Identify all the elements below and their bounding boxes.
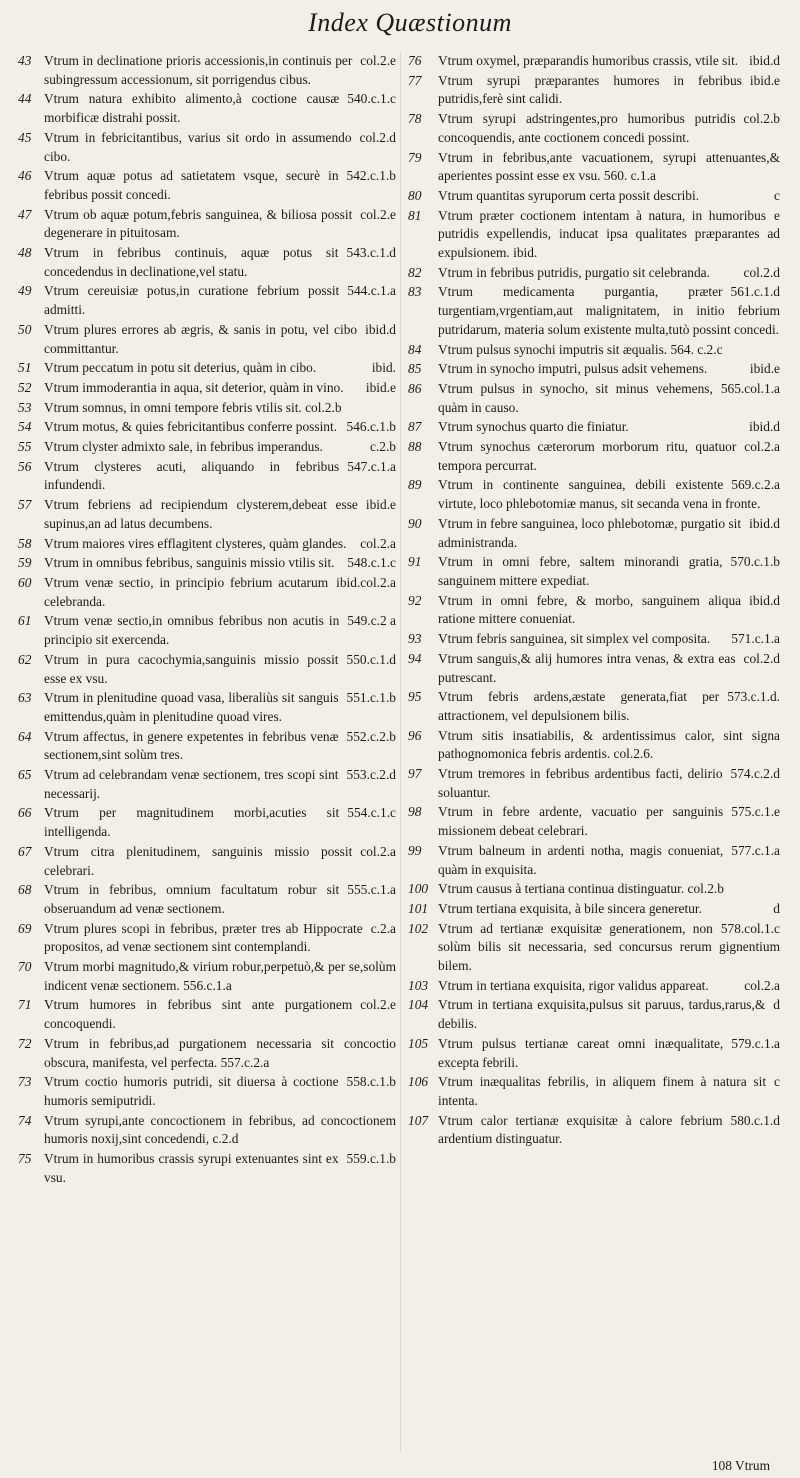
entry-number: 46 <box>18 168 32 184</box>
entry-text: Vtrum febris ardens,æstate generata,fiat per attractionem, vel depulsionem bilis. <box>438 689 720 723</box>
entry-number: 82 <box>408 264 422 280</box>
entry-reference: 561.c.1.d <box>730 284 780 300</box>
entry-text: Vtrum præter coctionem intentam à natura, in humoribus putridis expellendis, inducat ipsa qualitates præparantes ad expulsionem. ibid. <box>438 207 780 261</box>
entry-text: Vtrum in febribus continuis, aquæ potus sit concedendus in declinatione,vel statu. <box>44 245 339 279</box>
index-entry <box>18 167 396 204</box>
entry-reference: d <box>773 900 780 916</box>
entry-number: 75 <box>18 1151 32 1167</box>
index-entry <box>18 379 396 398</box>
index-entry <box>18 804 396 841</box>
entry-reference: ibid.d <box>749 592 780 608</box>
entry-number: 69 <box>18 920 32 936</box>
entry-text: Vtrum balneum in ardenti notha, magis conueniat, quàm in exquisita. <box>438 842 724 877</box>
index-entry <box>408 688 780 725</box>
entry-text: Vtrum inæqualitas febrilis, in aliquem finem à natura sit intenta. <box>438 1074 767 1108</box>
entry-text: Vtrum medicamenta purgantia, præter turgentiam,vrgentiam,aut malignitatem, in initio febrium putridarum, materia solum existente multa,tutò possint concedi. <box>438 284 780 337</box>
entry-text: Vtrum in febribus, omnium facultatum robur sit obseruandum ad venæ sectionem. <box>44 882 340 916</box>
entry-text: Vtrum tertiana exquisita, à bile sincera generetur. <box>438 900 702 916</box>
entry-number: 87 <box>408 419 422 435</box>
index-entry <box>408 418 780 437</box>
entry-text: Vtrum sitis insatiabilis, & ardentissimus calor, sint signa pathognomonica febris ardentis. col.2.6. <box>438 727 780 762</box>
entry-reference: c <box>774 187 780 203</box>
entry-text: Vtrum in febricitantibus, varius sit ordo in assumendo cibo. <box>44 129 352 164</box>
index-entry <box>18 996 396 1033</box>
index-entry <box>408 283 780 339</box>
index-entry <box>408 650 780 687</box>
index-entry <box>408 1073 780 1110</box>
index-entry <box>18 282 396 319</box>
entry-number: 94 <box>408 650 422 666</box>
entry-number: 80 <box>408 187 422 203</box>
entry-number: 55 <box>18 439 32 455</box>
entry-number: 96 <box>408 727 422 743</box>
entry-text: Vtrum pulsus in synocho, sit minus vehemens, quàm in causo. <box>438 380 713 415</box>
index-entry <box>408 842 780 879</box>
index-entry <box>408 515 780 552</box>
entry-reference: 553.c.2.d <box>346 767 396 783</box>
entry-number: 66 <box>18 805 32 821</box>
entry-text: Vtrum in humoribus crassis syrupi extenuantes sint ex vsu. <box>44 1151 339 1185</box>
entry-number: 54 <box>18 419 32 435</box>
entry-text: Vtrum maiores vires efflagitent clysteres, quàm glandes. <box>44 535 347 551</box>
entry-reference: 549.c.2 a <box>347 613 396 629</box>
entry-reference: c.2.a <box>370 920 396 936</box>
entry-reference: ibid. <box>371 360 396 376</box>
index-entry <box>408 360 780 379</box>
entry-text: Vtrum in declinatione prioris accessionis,in continuis per subingressum accessionum, sit porrigendus cibus. <box>44 53 353 87</box>
entry-text: Vtrum in febre ardente, vacuatio per sanguinis missionem debeat celebrari. <box>438 804 724 839</box>
entry-number: 51 <box>18 360 32 376</box>
entry-reference: 570.c.1.b <box>730 554 780 570</box>
entry-reference: 554.c.1.c <box>347 805 396 821</box>
entry-text: Vtrum plures scopi in febribus, præter tres ab Hippocrate propositos, ad venæ sectionem sint contemplandi. <box>44 920 363 955</box>
entry-text: Vtrum oxymel, præparandis humoribus crassis, vtile sit. <box>438 53 739 68</box>
index-entry <box>408 476 780 513</box>
index-entry <box>408 72 780 109</box>
entry-text: Vtrum causus à tertiana continua distinguatur. col.2.b <box>438 881 724 897</box>
entry-number: 91 <box>408 554 422 570</box>
entry-number: 64 <box>18 728 32 744</box>
entry-number: 67 <box>18 843 32 859</box>
entry-text: Vtrum in tertiana exquisita, rigor validus appareat. <box>438 977 709 993</box>
entry-number: 81 <box>408 207 422 223</box>
entry-text: Vtrum motus, & quies febricitantibus conferre possint. <box>44 419 338 435</box>
entry-number: 56 <box>18 458 32 474</box>
entry-number: 71 <box>18 997 32 1013</box>
entry-reference: 552.c.2.b <box>346 728 396 744</box>
entry-text: Vtrum tremores in febribus ardentibus facti, delirio soluantur. <box>438 766 723 800</box>
entry-number: 59 <box>18 555 32 571</box>
index-entry <box>408 996 780 1033</box>
entry-reference: col.2.a <box>360 843 396 859</box>
entry-number: 85 <box>408 361 422 377</box>
entry-reference: col.2.e <box>360 53 396 68</box>
entry-reference: col.2.e <box>360 206 396 222</box>
entry-number: 52 <box>18 379 32 395</box>
entry-number: 103 <box>408 977 429 993</box>
page-header <box>0 2 800 44</box>
entry-text: Vtrum synochus quarto die finiatur. <box>438 419 629 435</box>
index-entry <box>408 1035 780 1072</box>
entry-number: 88 <box>408 439 422 455</box>
page-title: Index Quæstionum <box>308 8 512 37</box>
entry-reference: e <box>774 207 780 223</box>
entry-reference: 573.c.1.d. <box>727 689 780 705</box>
index-entry <box>18 728 396 765</box>
entry-number: 43 <box>18 53 32 68</box>
index-entry <box>18 843 396 880</box>
entry-number: 106 <box>408 1074 429 1090</box>
entry-reference: 571.c.1.a <box>731 631 780 647</box>
index-entry <box>18 438 396 457</box>
entry-reference: 569.c.2.a <box>731 477 780 493</box>
entry-number: 77 <box>408 72 422 88</box>
entry-text: Vtrum synochus cæterorum morborum ritu, quatuor tempora percurrat. <box>438 439 737 473</box>
entry-reference: col.2.d <box>743 264 780 280</box>
index-entry <box>408 380 780 417</box>
entry-text: Vtrum clyster admixto sale, in febribus imperandus. <box>44 439 323 455</box>
index-entry <box>408 1112 780 1149</box>
entry-reference: 551.c.1.b <box>346 690 396 706</box>
entry-text: Vtrum somnus, in omni tempore febris vtilis sit. col.2.b <box>44 399 342 415</box>
entry-reference: 547.c.1.a <box>347 458 396 474</box>
index-entry <box>18 554 396 573</box>
entry-text: Vtrum peccatum in potu sit deterius, quàm in cibo. <box>44 360 317 376</box>
entry-text: Vtrum morbi magnitudo,& virium robur,perpetuò,& per se,solùm indicent venæ sectionem. 556.c.1.a <box>44 959 396 993</box>
entry-number: 70 <box>18 959 32 975</box>
entry-number: 92 <box>408 592 422 608</box>
entry-reference: 543.c.1.d <box>346 245 396 261</box>
entry-reference: 559.c.1.b <box>346 1151 396 1167</box>
entry-number: 100 <box>408 881 429 897</box>
index-entry <box>408 727 780 764</box>
entry-text: Vtrum syrupi,ante concoctionem in febribus, ad concoctionem humoris noxij,sint concedendi, c.2.d <box>44 1112 396 1147</box>
entry-reference: 555.c.1.a <box>347 882 396 898</box>
entry-number: 107 <box>408 1112 429 1128</box>
index-entry <box>18 90 396 127</box>
entry-text: Vtrum citra plenitudinem, sanguinis missio possit celebrari. <box>44 843 353 878</box>
entry-text: Vtrum cereuisiæ potus,in curatione febrium possit admitti. <box>44 283 340 318</box>
entry-text: Vtrum per magnitudinem morbi,acuties sit intelligenda. <box>44 805 340 840</box>
index-entry <box>18 1112 396 1149</box>
entry-reference: 542.c.1.b <box>346 168 396 184</box>
entry-reference: ibid.e <box>365 379 396 395</box>
entry-reference: c.2.b <box>369 439 396 455</box>
entry-text: Vtrum natura exhibito alimento,à coctione causæ morbificæ distrahi possit. <box>44 91 340 126</box>
index-entry <box>408 187 780 206</box>
index-entry <box>408 592 780 629</box>
entry-reference: ibid.e <box>749 72 780 88</box>
left-column <box>18 52 396 1448</box>
entry-text: Vtrum febris sanguinea, sit simplex vel composita. <box>438 631 711 647</box>
entry-text: Vtrum syrupi præparantes humores in febribus putridis,ferè sint calidi. <box>438 72 742 107</box>
index-entry <box>18 206 396 243</box>
index-entry <box>408 438 780 475</box>
entry-reference: ibid.d <box>749 515 780 531</box>
entry-number: 93 <box>408 631 422 647</box>
index-entry <box>408 553 780 590</box>
entry-text: Vtrum in omnibus febribus, sanguinis missio vtilis sit. <box>44 555 335 571</box>
entry-number: 47 <box>18 206 32 222</box>
entry-reference: col.2.e <box>360 997 396 1013</box>
entry-reference: 580.c.1.d <box>730 1112 780 1128</box>
entry-reference: col.2.b <box>743 111 780 127</box>
entry-text: Vtrum in pura cacochymia,sanguinis missio possit esse ex vsu. <box>44 651 339 686</box>
entry-text: Vtrum in omni febre, & morbo, sanguinem aliqua ratione mittere conueniat. <box>438 592 742 627</box>
entry-number: 45 <box>18 129 32 145</box>
entry-number: 97 <box>408 766 422 782</box>
entry-number: 63 <box>18 690 32 706</box>
entry-number: 84 <box>408 341 422 357</box>
entry-text: Vtrum in febribus,ante vacuationem, syrupi attenuantes,& aperientes possint esse ex vsu. 560. c.1.a <box>438 149 780 184</box>
entry-reference: 546.c.1.b <box>346 419 396 435</box>
entry-text: Vtrum aquæ potus ad satietatem vsque, securè in febribus possit concedi. <box>44 168 339 202</box>
index-entry <box>18 574 396 611</box>
entry-reference: ibid.d <box>365 321 396 337</box>
entry-reference: 577.c.1.a <box>731 842 780 858</box>
entry-number: 98 <box>408 804 422 820</box>
entry-text: Vtrum clysteres acuti, aliquando in febribus infundendi. <box>44 458 340 493</box>
entry-number: 95 <box>408 689 422 705</box>
index-entry <box>408 52 780 71</box>
entry-text: Vtrum venæ sectio, in principio febrium acutarum celebranda. <box>44 574 329 609</box>
index-entry <box>408 920 780 976</box>
index-entry <box>408 264 780 283</box>
index-entry <box>408 110 780 147</box>
entry-number: 101 <box>408 900 429 916</box>
index-entry <box>408 803 780 840</box>
entry-text: Vtrum in omni febre, saltem minorandi gratia, sanguinem mittere expediat. <box>438 554 723 588</box>
index-entry <box>18 496 396 533</box>
index-entry <box>18 689 396 726</box>
entry-number: 65 <box>18 767 32 783</box>
index-entry <box>18 612 396 649</box>
entry-number: 48 <box>18 245 32 261</box>
entry-reference: 540.c.1.c <box>347 91 396 107</box>
entry-text: Vtrum plures errores ab ægris, & sanis in potu, vel cibo committantur. <box>44 321 358 356</box>
entry-text: Vtrum coctio humoris putridi, sit diuersa à coctione humoris semiputridi. <box>44 1074 339 1108</box>
index-entry <box>408 880 780 899</box>
entry-text: Vtrum sanguis,& alij humores intra venas, & extra eas putrescant. <box>438 650 736 685</box>
entry-number: 105 <box>408 1035 429 1051</box>
index-entry <box>408 149 780 186</box>
entry-reference: d <box>773 997 780 1013</box>
entry-number: 76 <box>408 53 422 68</box>
entry-number: 104 <box>408 997 429 1013</box>
entry-text: Vtrum humores in febribus sint ante purgationem concoquendi. <box>44 997 353 1032</box>
index-entry <box>408 630 780 649</box>
entry-number: 79 <box>408 149 422 165</box>
entry-number: 53 <box>18 399 32 415</box>
entry-number: 86 <box>408 380 422 396</box>
entry-reference: 558.c.1.b <box>346 1074 396 1090</box>
index-entry <box>408 765 780 802</box>
entry-number: 73 <box>18 1074 32 1090</box>
entry-text: Vtrum febriens ad recipiendum clysterem,debeat esse supinus,an ad latus decumbens. <box>44 497 358 531</box>
index-entry <box>18 651 396 688</box>
entry-reference: 575.c.1.e <box>731 804 780 820</box>
entry-text: Vtrum in febre sanguinea, loco phlebotomæ, purgatio sit administranda. <box>438 515 742 550</box>
entry-number: 49 <box>18 283 32 299</box>
entry-reference: col.2.a <box>744 977 780 993</box>
entry-number: 44 <box>18 91 32 107</box>
index-entry <box>408 900 780 919</box>
index-entry <box>18 129 396 166</box>
entry-reference: ibid.col.2.a <box>336 574 396 590</box>
index-entry <box>18 52 396 89</box>
entry-reference: col.2.a <box>744 439 780 455</box>
entry-text: Vtrum in continente sanguinea, debili existente virtute, loco phlebotomiæ manus, sit secanda vena in fronte. <box>438 477 761 512</box>
index-entry <box>18 920 396 957</box>
entry-reference: ibid.d <box>749 419 780 435</box>
entry-text: Vtrum ob aquæ potum,febris sanguinea, & biliosa possit degenerare in pituitosam. <box>44 206 353 241</box>
index-entry <box>18 321 396 358</box>
entry-reference: 579.c.1.a <box>731 1035 780 1051</box>
index-entry <box>18 1035 396 1072</box>
entry-number: 57 <box>18 497 32 513</box>
entry-text: Vtrum ad celebrandam venæ sectionem, tres scopi sint necessarij. <box>44 767 339 801</box>
right-column <box>408 52 780 1448</box>
entry-reference: 574.c.2.d <box>730 766 780 782</box>
entry-reference: col.2.a <box>360 535 396 551</box>
entry-text: Vtrum calor tertianæ exquisitæ à calore febrium ardentium distinguatur. <box>438 1112 723 1147</box>
entry-text: Vtrum in tertiana exquisita,pulsus sit paruus, tardus,rarus,& debilis. <box>438 997 766 1032</box>
entry-reference: 565.col.1.a <box>720 380 780 396</box>
index-entry <box>408 341 780 360</box>
index-entry <box>18 244 396 281</box>
entry-reference: 578.col.1.c <box>720 920 780 936</box>
entry-reference: c <box>774 1074 780 1090</box>
entry-number: 102 <box>408 920 429 936</box>
index-entry <box>18 766 396 803</box>
entry-number: 58 <box>18 535 32 551</box>
column-divider <box>400 52 401 1452</box>
catchword: 108 Vtrum <box>711 1458 770 1473</box>
entry-number: 90 <box>408 515 422 531</box>
entry-text: Vtrum quantitas syruporum certa possit describi. <box>438 187 700 203</box>
entry-reference: ibid.d <box>749 53 780 68</box>
entry-text: Vtrum in plenitudine quoad vasa, liberaliùs sit sanguis emittendus,quàm in plenitudine quoad vires. <box>44 690 339 724</box>
entry-number: 83 <box>408 284 422 300</box>
entry-number: 68 <box>18 882 32 898</box>
entry-text: Vtrum affectus, in genere expetentes in febribus venæ sectionem,sint solùm tres. <box>44 728 339 763</box>
entry-number: 60 <box>18 574 32 590</box>
index-entry <box>408 977 780 996</box>
entry-text: Vtrum pulsus tertianæ careat omni inæqualitate, excepta febrili. <box>438 1035 724 1070</box>
entry-text: Vtrum in febribus,ad purgationem necessaria sit concoctio obscura, manifesta, vel perfecta. 557.c.2.a <box>44 1035 396 1070</box>
entry-text: Vtrum venæ sectio,in omnibus febribus non acutis in principio sit exercenda. <box>44 613 340 648</box>
entry-number: 74 <box>18 1112 32 1128</box>
entry-text: Vtrum ad tertianæ exquisitæ generationem, non solùm bilis sit necessaria, sed concursus rerum gignentium bilem. <box>438 920 780 974</box>
entry-reference: col.2.d <box>743 650 780 666</box>
entry-reference: ibid.e <box>365 497 396 513</box>
index-entry <box>18 458 396 495</box>
entry-text: Vtrum in synocho imputri, pulsus adsit vehemens. <box>438 361 708 377</box>
entry-number: 78 <box>408 111 422 127</box>
index-entry <box>18 881 396 918</box>
entry-number: 99 <box>408 842 422 858</box>
index-entry <box>408 207 780 263</box>
entry-text: Vtrum immoderantia in aqua, sit deterior, quàm in vino. <box>44 379 344 395</box>
index-entry <box>18 535 396 554</box>
entry-number: 72 <box>18 1035 32 1051</box>
entry-text: Vtrum in febribus putridis, purgatio sit celebranda. <box>438 264 710 280</box>
index-entry <box>18 359 396 378</box>
entry-reference: 548.c.1.c <box>347 555 396 571</box>
entry-reference: 544.c.1.a <box>347 283 396 299</box>
entry-text: Vtrum syrupi adstringentes,pro humoribus putridis concoquendis, ante coctionem concedi possint. <box>438 111 736 145</box>
index-entry <box>18 1150 396 1187</box>
index-entry <box>18 399 396 418</box>
entry-number: 50 <box>18 321 32 337</box>
index-entry <box>18 1073 396 1110</box>
entry-number: 61 <box>18 613 32 629</box>
entry-text: Vtrum pulsus synochi imputris sit æqualis. 564. c.2.c <box>438 341 723 357</box>
entry-reference: col.2.d <box>359 129 396 145</box>
index-entry <box>18 958 396 995</box>
entry-number: 62 <box>18 651 32 667</box>
entry-number: 89 <box>408 477 422 493</box>
entry-reference: 550.c.1.d <box>346 651 396 667</box>
index-entry <box>18 418 396 437</box>
entry-reference: ibid.e <box>749 361 780 377</box>
